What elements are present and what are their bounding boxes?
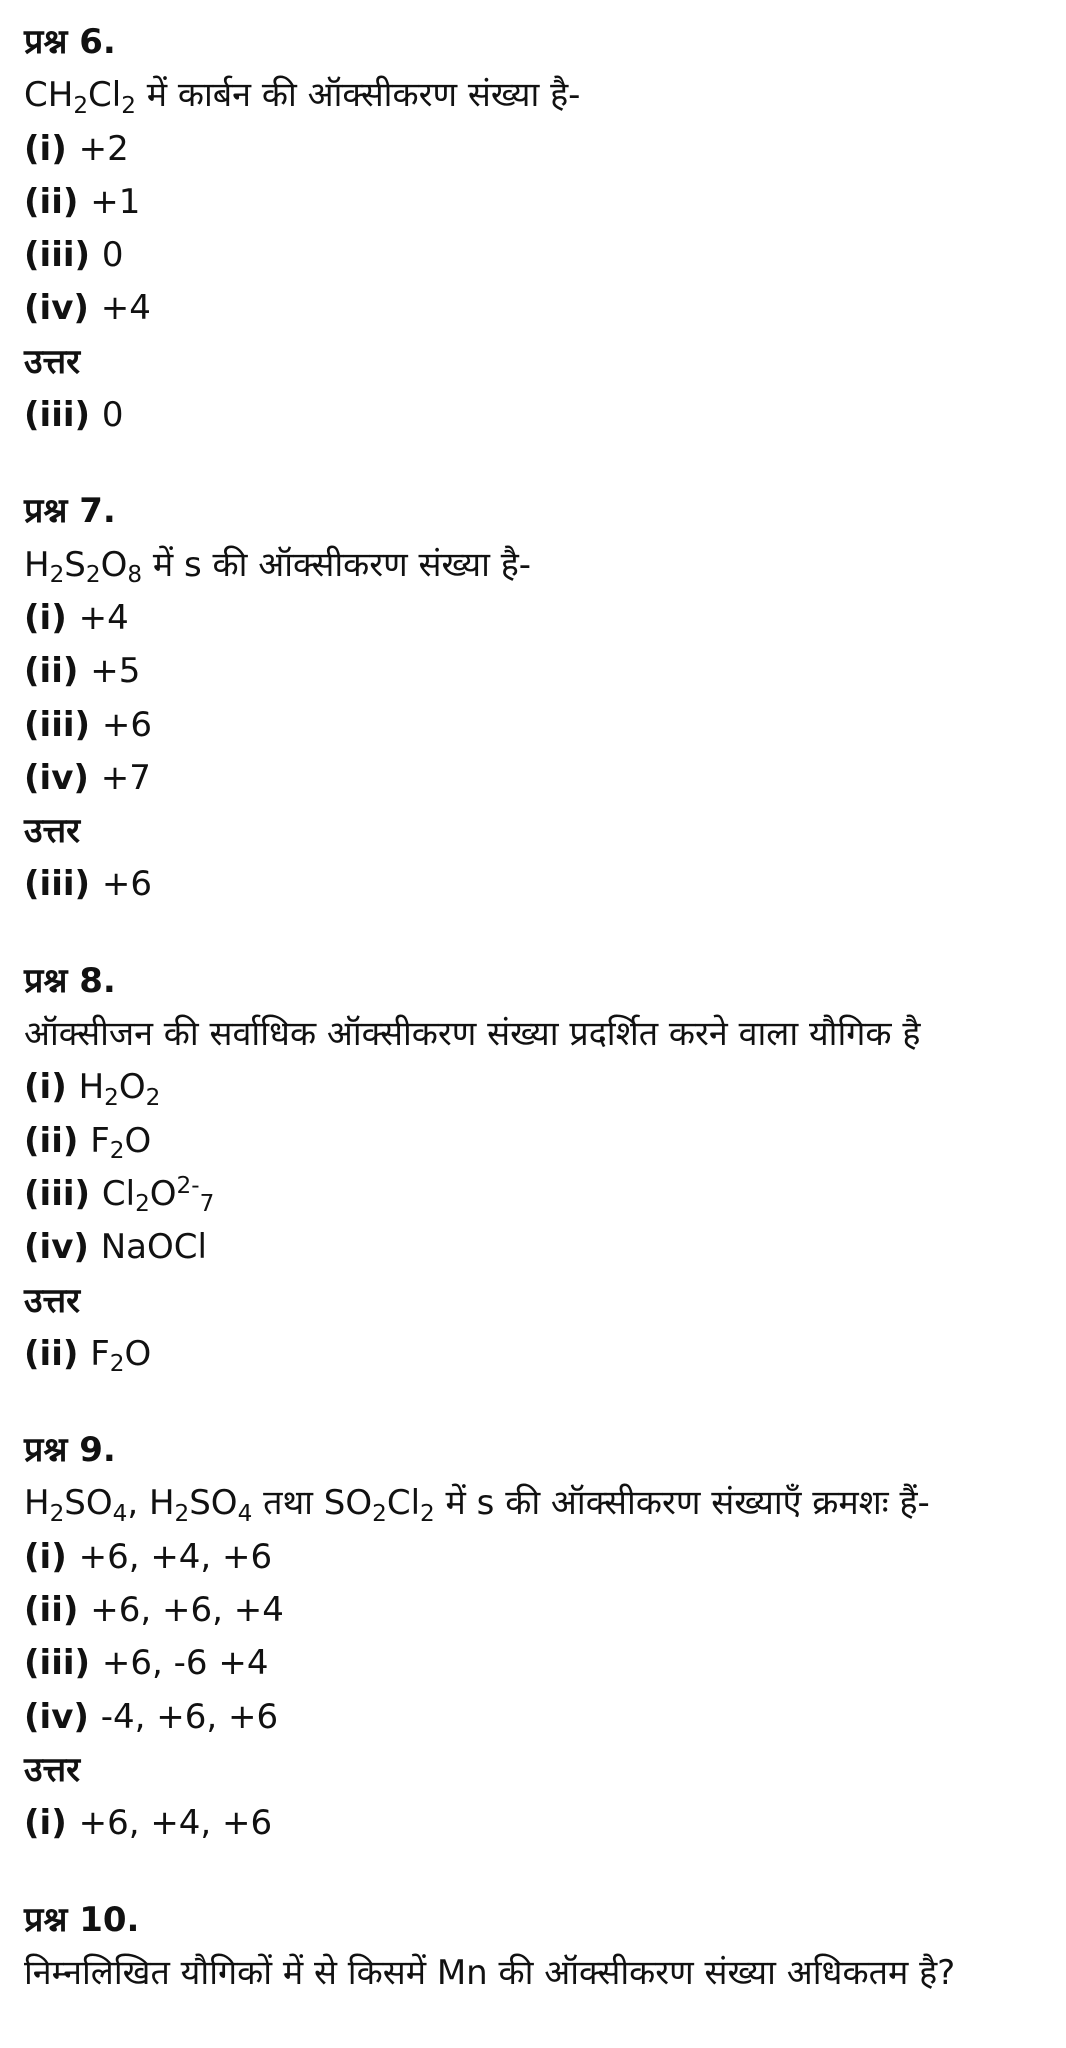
option-item: [24, 1584, 1066, 1637]
option-label: (iii): [24, 704, 102, 745]
question-block-10: [24, 1894, 1066, 2001]
question-prompt: ऑक्सीजन की सर्वाधिक ऑक्सीकरण संख्या प्रदर्शित करने वाला यौगिक है: [24, 1014, 921, 1055]
option-label: (i): [24, 597, 79, 638]
options-list: [24, 1061, 1066, 1274]
options-list: [24, 123, 1066, 336]
answer-value: +6, +4, +6: [78, 1803, 273, 1844]
answer-section: [24, 805, 1066, 912]
option-label: (ii): [24, 1120, 91, 1161]
option-label: (iii): [24, 1173, 102, 1214]
option-value: 0: [101, 235, 124, 276]
option-label: (i): [24, 1067, 79, 1108]
option-label: (ii): [24, 181, 91, 222]
option-label: (ii): [24, 651, 91, 692]
option-value: +2: [78, 128, 129, 169]
option-value: +6, +6, +4: [90, 1590, 284, 1631]
option-value: NaOCl: [100, 1227, 207, 1268]
option-value: $Cl_2O^{2-}_7$: [101, 1173, 215, 1218]
question-heading: प्रश्न 7.: [24, 491, 116, 532]
answer-value-line: [24, 858, 1066, 911]
question-block-7: [24, 485, 1066, 911]
option-label: (i): [24, 1536, 79, 1577]
option-item: [24, 645, 1066, 698]
option-value: +7: [100, 757, 151, 798]
option-item: [24, 282, 1066, 335]
option-value: +1: [90, 181, 141, 222]
option-item: [24, 1221, 1066, 1274]
answer-heading: उत्तर: [24, 811, 81, 852]
option-item: [24, 176, 1066, 229]
answer-label: (iii): [24, 864, 102, 905]
question-heading: प्रश्न 8.: [24, 960, 116, 1001]
option-item: [24, 1061, 1066, 1114]
option-value: +4: [100, 288, 151, 329]
answer-value-line: [24, 1328, 1066, 1381]
option-item: [24, 1691, 1066, 1744]
option-label: (iv): [24, 1227, 101, 1268]
question-prompt: $H_2SO_4$, $H_2SO_4$ तथा $SO_2Cl_2$ में s की ऑक्सीकरण संख्याएँ क्रमशः हैं-: [24, 1483, 930, 1527]
question-block-8: [24, 955, 1066, 1381]
question-list: [24, 16, 1066, 2000]
options-list: [24, 592, 1066, 805]
option-value: $H_2O_2$: [78, 1067, 161, 1111]
option-label: (ii): [24, 1590, 91, 1631]
option-label: (iv): [24, 757, 101, 798]
answer-heading: उत्तर: [24, 1749, 81, 1790]
options-list: [24, 1531, 1066, 1744]
option-label: (iii): [24, 235, 102, 276]
option-value: -4, +6, +6: [100, 1696, 279, 1737]
answer-value: $F_2O$: [90, 1333, 152, 1378]
option-value: $F_2O$: [90, 1120, 152, 1165]
question-block-6: [24, 16, 1066, 442]
option-label: (i): [24, 128, 79, 169]
question-prompt: निम्नलिखित यौगिकों में से किसमें Mn की ऑक्सीकरण संख्या अधिकतम है?: [24, 1952, 956, 1993]
answer-label: (iii): [24, 395, 102, 436]
answer-label: (ii): [24, 1333, 91, 1374]
option-value: +5: [90, 651, 141, 692]
option-label: (iii): [24, 1643, 102, 1684]
question-prompt: $H_2S_2O_8$ में s की ऑक्सीकरण संख्या है-: [24, 544, 532, 589]
option-value: +6, -6 +4: [101, 1643, 269, 1684]
answer-label: (i): [24, 1803, 79, 1844]
answer-section: [24, 1744, 1066, 1851]
option-value: +4: [78, 597, 129, 638]
answer-section: [24, 1275, 1066, 1382]
option-item: [24, 1531, 1066, 1584]
option-label: (iv): [24, 288, 101, 329]
option-value: +6: [101, 704, 153, 745]
option-item: [24, 1115, 1066, 1168]
answer-heading: उत्तर: [24, 1280, 81, 1321]
option-item: [24, 1637, 1066, 1690]
option-item: [24, 123, 1066, 176]
question-prompt: $CH_2Cl_2$ में कार्बन की ऑक्सीकरण संख्या है-: [24, 75, 581, 119]
question-heading: प्रश्न 10.: [24, 1899, 140, 1940]
option-item: [24, 1168, 1066, 1221]
question-heading: प्रश्न 9.: [24, 1430, 116, 1471]
option-item: [24, 592, 1066, 645]
option-item: [24, 752, 1066, 805]
question-block-9: [24, 1424, 1066, 1850]
option-item: [24, 699, 1066, 752]
answer-value: 0: [101, 395, 124, 436]
answer-value-line: [24, 389, 1066, 442]
answer-heading: उत्तर: [24, 341, 81, 382]
option-item: [24, 229, 1066, 282]
answer-section: [24, 336, 1066, 443]
option-value: +6, +4, +6: [78, 1536, 273, 1577]
answer-value: +6: [101, 864, 153, 905]
option-label: (iv): [24, 1696, 101, 1737]
question-heading: प्रश्न 6.: [24, 22, 116, 62]
answer-value-line: [24, 1797, 1066, 1850]
